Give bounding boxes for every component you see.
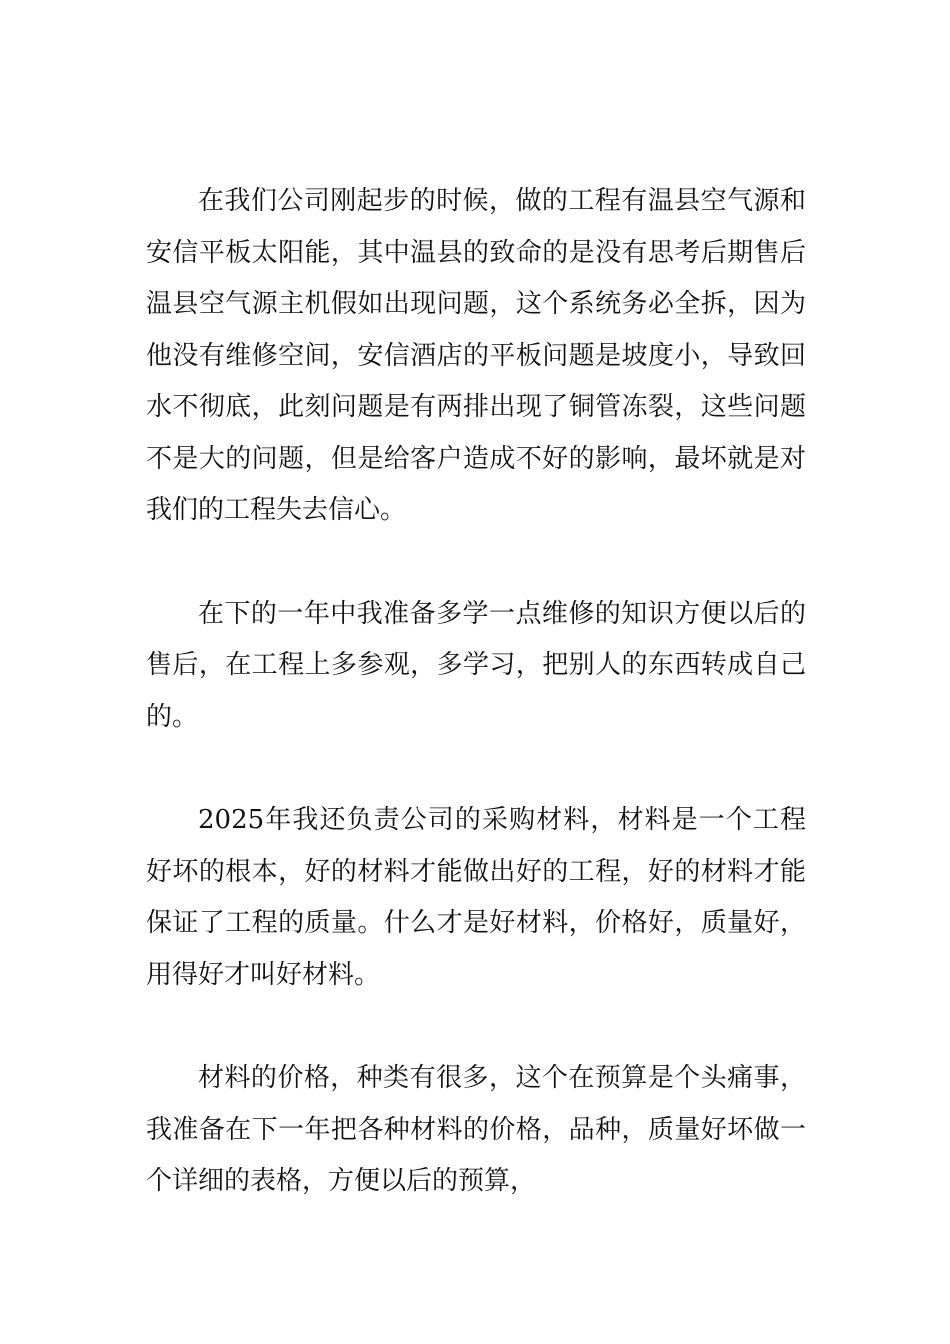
paragraph-3: 2025年我还负责公司的采购材料，材料是一个工程好坏的根本，好的材料才能做出好的工程，好的材料才能保证了工程的质量。什么才是好材料，价格好，质量好，用得好才叫好材料。 — [146, 805, 806, 990]
paragraph-2: 在下的一年中我准备多学一点维修的知识方便以后的售后，在工程上多参观，多学习，把别人的东西转成自己的。 — [146, 598, 806, 732]
document-body — [146, 176, 806, 1260]
paragraph-1: 在我们公司刚起步的时候，做的工程有温县空气源和安信平板太阳能，其中温县的致命的是没有思考后期售后温县空气源主机假如出现问题，这个系统务必全拆，因为他没有维修空间，安信酒店的平板问题是坡度小，导致回水不彻底，此刻问题是有两排出现了铜管冻裂，这些问题不是大的问题，但是给客户造成不好的影响，最坏就是对我们的工程失去信心。 — [146, 186, 806, 525]
paragraph-4: 材料的价格，种类有很多，这个在预算是个头痛事，我准备在下一年把各种材料的价格，品种，质量好坏做一个详细的表格，方便以后的预算， — [146, 1063, 806, 1196]
